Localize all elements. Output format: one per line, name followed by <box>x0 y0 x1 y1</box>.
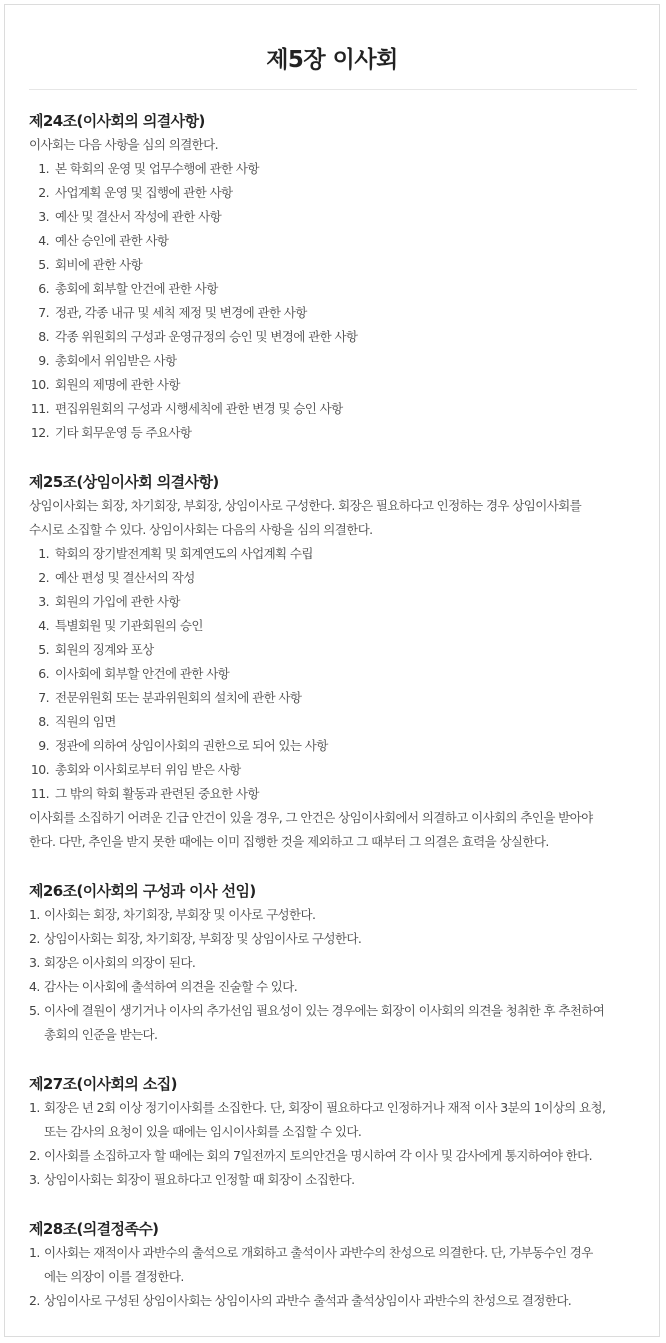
title-divider <box>29 89 637 90</box>
item-text: 회장은 이사회의 의장이 된다. <box>44 955 196 970</box>
item-text: 예산 편성 및 결산서의 작성 <box>55 570 195 585</box>
list-item <box>29 590 639 614</box>
item-text: 학회의 장기발전계획 및 회계연도의 사업계획 수립 <box>55 546 313 561</box>
list-item-continuation <box>29 1023 639 1047</box>
item-number: 10. <box>30 762 49 777</box>
article-24 <box>29 109 639 445</box>
item-number: 3. <box>38 209 49 224</box>
list-item <box>29 229 639 253</box>
item-number: 4. <box>29 979 40 994</box>
list-item <box>29 782 639 806</box>
list-item-continuation <box>29 1120 639 1144</box>
item-text: 그 밖의 학회 활동과 관련된 중요한 사항 <box>55 786 259 801</box>
list-item <box>29 758 639 782</box>
item-number: 3. <box>29 955 40 970</box>
item-number: 4. <box>38 618 49 633</box>
item-text: 회비에 관한 사항 <box>55 257 143 272</box>
article-25 <box>29 470 639 854</box>
item-number: 2. <box>38 185 49 200</box>
item-text: 총회와 이사회로부터 위임 받은 사항 <box>55 762 241 777</box>
item-text: 정관, 각종 내규 및 세칙 제정 및 변경에 관한 사항 <box>55 305 307 320</box>
list-item <box>29 1144 639 1168</box>
item-number: 3. <box>29 1172 40 1187</box>
list-item-continuation <box>29 1265 639 1289</box>
list-item <box>29 1241 639 1265</box>
list-item <box>29 975 639 999</box>
item-number: 2. <box>29 931 40 946</box>
item-number: 5. <box>29 1003 40 1018</box>
article-intro: 상임이사회는 회장, 차기회장, 부회장, 상임이사로 구성한다. 회장은 필요하다고 인정하는 경우 상임이사회를 <box>29 498 582 513</box>
list-item <box>29 686 639 710</box>
item-text: 각종 위원회의 구성과 운영규정의 승인 및 변경에 관한 사항 <box>55 329 358 344</box>
list-item <box>29 951 639 975</box>
item-number: 1. <box>29 907 40 922</box>
item-text: 감사는 이사회에 출석하여 의견을 진술할 수 있다. <box>44 979 298 994</box>
item-number: 3. <box>38 594 49 609</box>
list-item <box>29 1168 639 1192</box>
item-text: 총회에서 위임받은 사항 <box>55 353 177 368</box>
item-number: 2. <box>29 1148 40 1163</box>
item-number: 7. <box>38 305 49 320</box>
list-item <box>29 999 639 1023</box>
list-item <box>29 1096 639 1120</box>
item-text: 상임이사로 구성된 상임이사회는 상임이사의 과반수 출석과 출석상임이사 과반수의 찬성으로 결정한다. <box>44 1293 572 1308</box>
article-intro: 이사회는 다음 사항을 심의 의결한다. <box>29 137 218 152</box>
item-text: 상임이사회는 회장, 차기회장, 부회장 및 상임이사로 구성한다. <box>44 931 362 946</box>
item-text: 예산 및 결산서 작성에 관한 사항 <box>55 209 222 224</box>
list-item <box>29 349 639 373</box>
item-number: 1. <box>29 1100 40 1115</box>
item-number: 1. <box>29 1245 40 1260</box>
list-item <box>29 373 639 397</box>
item-number: 7. <box>38 690 49 705</box>
article-title: 제24조(이사회의 의결사항) <box>29 112 205 130</box>
item-number: 9. <box>38 353 49 368</box>
document-frame <box>4 4 660 1337</box>
article-28 <box>29 1217 639 1313</box>
list-item <box>29 903 639 927</box>
list-item <box>29 205 639 229</box>
item-text: 회원의 제명에 관한 사항 <box>55 377 180 392</box>
list-item <box>29 325 639 349</box>
document-content <box>29 109 639 1338</box>
item-number: 12. <box>30 425 49 440</box>
list-item <box>29 710 639 734</box>
item-number: 2. <box>29 1293 40 1308</box>
article-outro: 한다. 다만, 추인을 받지 못한 때에는 이미 집행한 것을 제외하고 그 때부터 그 의결은 효력을 상실한다. <box>29 834 549 849</box>
list-item <box>29 566 639 590</box>
item-number: 6. <box>38 666 49 681</box>
item-text: 이사에 결원이 생기거나 이사의 추가선임 필요성이 있는 경우에는 회장이 이사회의 의견을 청취한 후 추천하여 <box>44 1003 605 1018</box>
item-text: 총회의 인준을 받는다. <box>44 1027 158 1042</box>
chapter-title: 제5장 이사회 <box>266 47 398 73</box>
item-text: 특별회원 및 기관회원의 승인 <box>55 618 203 633</box>
item-text: 이사회에 회부할 안건에 관한 사항 <box>55 666 230 681</box>
list-item <box>29 181 639 205</box>
item-text: 또는 감사의 요청이 있을 때에는 임시이사회를 소집할 수 있다. <box>44 1124 362 1139</box>
item-number: 11. <box>30 786 49 801</box>
list-item <box>29 301 639 325</box>
item-number: 10. <box>30 377 49 392</box>
list-item <box>29 277 639 301</box>
list-item <box>29 253 639 277</box>
article-title: 제25조(상임이사회 의결사항) <box>29 473 219 491</box>
list-item <box>29 927 639 951</box>
list-item <box>29 421 639 445</box>
item-text: 회장은 년 2회 이상 정기이사회를 소집한다. 단, 회장이 필요하다고 인정하거나 재적 이사 3분의 1이상의 요청, <box>44 1100 606 1115</box>
list-item <box>29 542 639 566</box>
article-title: 제27조(이사회의 소집) <box>29 1075 177 1093</box>
list-item <box>29 662 639 686</box>
item-text: 기타 회무운영 등 주요사항 <box>55 425 192 440</box>
item-text: 예산 승인에 관한 사항 <box>55 233 169 248</box>
item-text: 에는 의장이 이를 결정한다. <box>44 1269 184 1284</box>
item-number: 2. <box>38 570 49 585</box>
item-text: 편집위원회의 구성과 시행세칙에 관한 변경 및 승인 사항 <box>55 401 343 416</box>
item-number: 1. <box>38 161 49 176</box>
item-text: 이사회는 재적이사 과반수의 출석으로 개회하고 출석이사 과반수의 찬성으로 의결한다. 단, 가부동수인 경우 <box>44 1245 593 1260</box>
item-number: 6. <box>38 281 49 296</box>
list-item <box>29 157 639 181</box>
article-intro: 수시로 소집할 수 있다. 상임이사회는 다음의 사항을 심의 의결한다. <box>29 522 373 537</box>
item-text: 본 학회의 운영 및 업무수행에 관한 사항 <box>55 161 259 176</box>
item-number: 4. <box>38 233 49 248</box>
article-title: 제28조(의결정족수) <box>29 1220 159 1238</box>
item-number: 5. <box>38 642 49 657</box>
article-27 <box>29 1072 639 1192</box>
list-item <box>29 397 639 421</box>
article-title: 제26조(이사회의 구성과 이사 선임) <box>29 882 256 900</box>
item-number: 9. <box>38 738 49 753</box>
item-number: 8. <box>38 714 49 729</box>
item-text: 정관에 의하여 상임이사회의 권한으로 되어 있는 사항 <box>55 738 328 753</box>
item-text: 회원의 징계와 포상 <box>55 642 154 657</box>
list-item <box>29 734 639 758</box>
item-text: 직원의 임면 <box>55 714 116 729</box>
item-text: 상임이사회는 회장이 필요하다고 인정할 때 회장이 소집한다. <box>44 1172 355 1187</box>
article-outro: 이사회를 소집하기 어려운 긴급 안건이 있을 경우, 그 안건은 상임이사회에서 의결하고 이사회의 추인을 받아야 <box>29 810 593 825</box>
item-text: 사업계획 운영 및 집행에 관한 사항 <box>55 185 233 200</box>
list-item <box>29 1289 639 1313</box>
item-text: 회원의 가입에 관한 사항 <box>55 594 180 609</box>
item-number: 1. <box>38 546 49 561</box>
list-item <box>29 614 639 638</box>
article-26 <box>29 879 639 1047</box>
item-number: 8. <box>38 329 49 344</box>
item-text: 이사회는 회장, 차기회장, 부회장 및 이사로 구성한다. <box>44 907 316 922</box>
item-number: 11. <box>30 401 49 416</box>
item-number: 5. <box>38 257 49 272</box>
item-text: 이사회를 소집하고자 할 때에는 회의 7일전까지 토의안건을 명시하여 각 이사 및 감사에게 통지하여야 한다. <box>44 1148 593 1163</box>
item-text: 전문위원회 또는 분과위원회의 설치에 관한 사항 <box>55 690 302 705</box>
item-text: 총회에 회부할 안건에 관한 사항 <box>55 281 218 296</box>
list-item <box>29 638 639 662</box>
